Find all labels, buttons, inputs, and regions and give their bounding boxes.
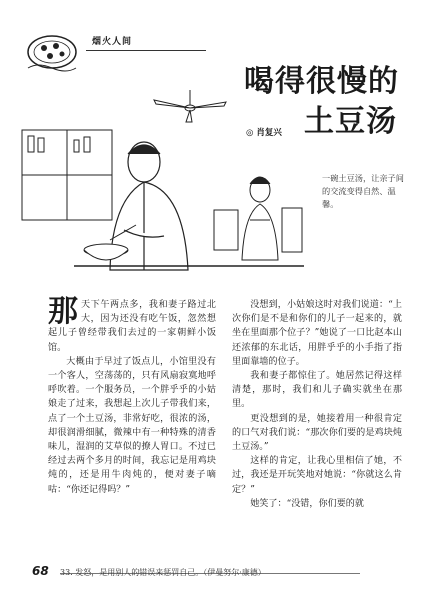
article-column-left <box>48 294 216 497</box>
article-paragraph: 这样的肯定，让我心里相信了她，不过，我还是开玩笑地对她说：“你就这么肯定？” <box>232 456 402 495</box>
article-blurb: 一碗土豆汤，让亲子间的交流变得自然、温馨。 <box>322 173 404 209</box>
author-byline: ◎ 肖复兴 <box>246 128 282 138</box>
title-line-2: 土豆汤 <box>304 104 397 139</box>
article-paragraph: 她笑了：“没错，你们要的就 <box>250 498 364 509</box>
article-paragraph: 没想到，小姑娘这时对我们说道：“上次你们是不是和你们的儿子一起来的，就坐在里面那个位子？”她说了一口比赵本山还浓郁的东北话，用胖乎乎的小手指了指里面靠墙的位子。 <box>232 300 402 367</box>
title-line-1: 喝得很慢的 <box>244 64 399 99</box>
article-paragraph: 更没想到的是，她接着用一种很肯定的口气对我们说：“那次你们要的是鸡块炖土豆汤。” <box>232 413 402 453</box>
article-paragraph: 我和妻子都惊住了。她居然记得这样清楚，那时，我们和儿子确实就坐在那里。 <box>232 371 402 410</box>
column-name: 烟火人间 <box>92 37 133 47</box>
footer-quote: 33. 发怒，是用别人的错误来惩罚自己。（伊曼努尔·康德） <box>60 568 266 577</box>
header-decoration-icon <box>22 28 82 78</box>
column-rule <box>86 50 206 51</box>
article-paragraph: 大概由于早过了饭点儿，小馆里没有一个客人，空荡荡的，只有风扇寂寞地呼呼吹着。一个服务员，一个胖乎乎的小姑娘走了过来，我想起上次儿子带我们来，点了一个土豆汤，非常好吃，很浓的汤，却很润滑细腻，微辣中有一种特殊的清香味儿，湿润的艾草似的撩人胃口。不过已经过去两个多月的时间，我忘记是用鸡块炖的，还是用牛肉炖的，便对妻子嘀咕：“你还记得吗？” <box>48 356 216 495</box>
article-column-right <box>232 298 402 511</box>
article-paragraph <box>48 294 216 355</box>
paragraph-text: 天下午两点多，我和妻子路过北大，因为还没有吃午饭，忽然想起儿子曾经带我们去过的一家朝鲜小饭馆。 <box>48 300 216 353</box>
dropcap: 那 <box>48 294 78 329</box>
page-number: 68 <box>32 564 49 578</box>
